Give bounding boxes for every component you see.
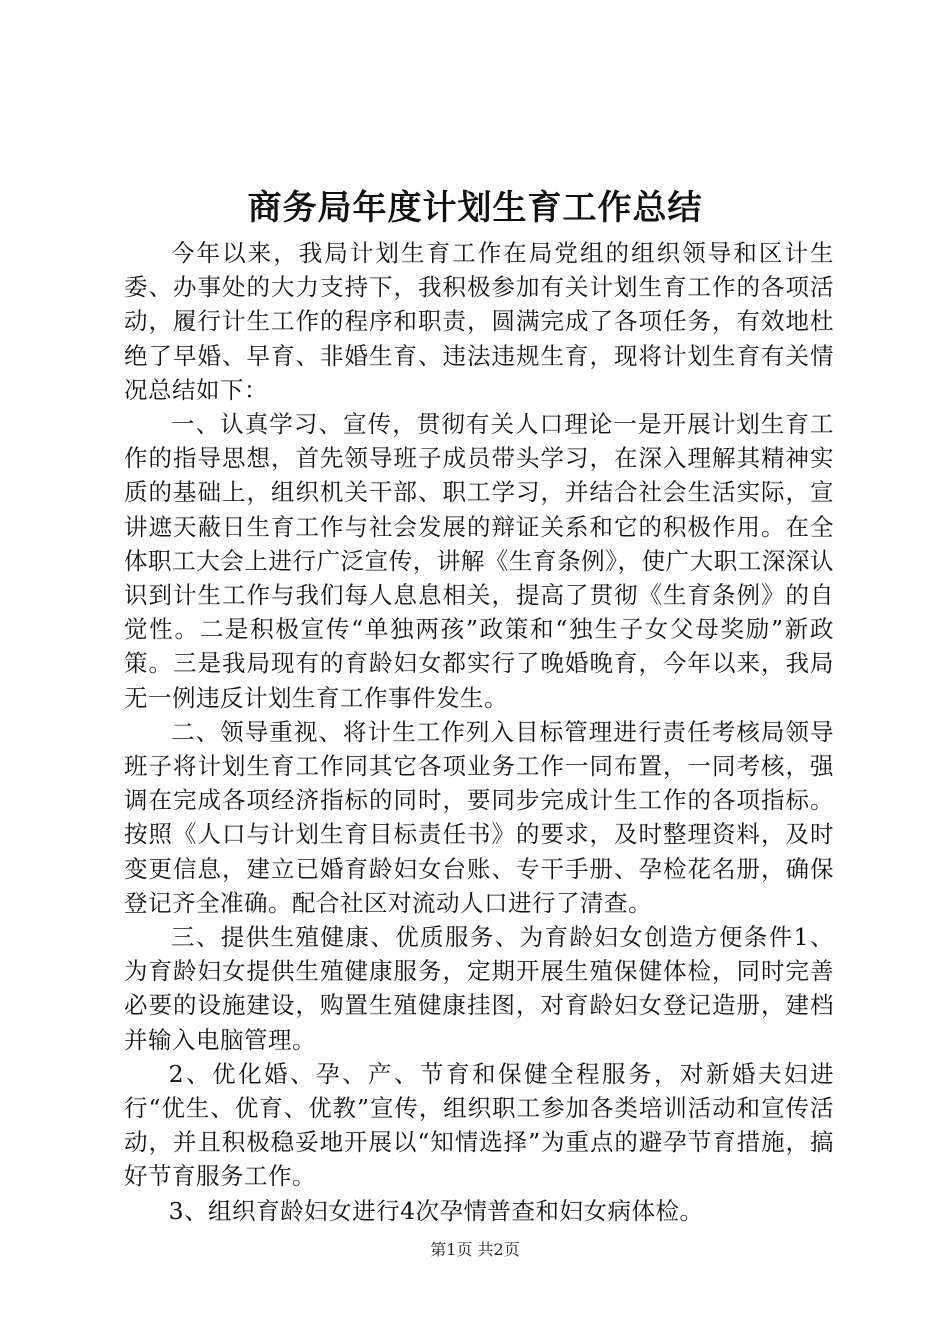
page-number-footer: 第1页 共2页 <box>430 1240 520 1259</box>
paragraph-item-2: 2、优化婚、孕、产、节育和保健全程服务，对新婚夫妇进行“优生、优育、优教”宣传，组织职工参加各类培训活动和宣传活动，并且积极稳妥地开展以“知情选择”为重点的避孕节育措施，搞好节育服务工作。 <box>124 1059 834 1191</box>
paragraph-item-3: 3、组织育龄妇女进行4次孕情普查和妇女病体检。 <box>168 1196 704 1225</box>
paragraph-section-3: 三、提供生殖健康、优质服务、为育龄妇女创造方便条件1、为育龄妇女提供生殖健康服务，定期开展生殖保健体检，同时完善必要的设施建设，购置生殖健康挂图，对育龄妇女登记造册，建档并输入电脑管理。 <box>124 923 834 1054</box>
paragraph-section-2: 二、领导重视、将计生工作列入目标管理进行责任考核局领导班子将计划生育工作同其它各项业务工作一同布置，一同考核，强调在完成各项经济指标的同时，要同步完成计生工作的各项指标。按照《人口与计划生育目标责任书》的要求，及时整理资料，及时变更信息，建立已婚育龄妇女台账、专干手册、孕检花名册，确保登记齐全准确。配合社区对流动人口进行了清查。 <box>124 717 834 917</box>
document-title: 商务局年度计划生育工作总结 <box>247 188 703 228</box>
document-body <box>124 236 834 1228</box>
paragraph-section-1: 一、认真学习、宣传，贯彻有关人口理论一是开展计划生育工作的指导思想，首先领导班子成员带头学习，在深入理解其精神实质的基础上，组织机关干部、职工学习，并结合社会生活实际，宣讲遮天蔽日生育工作与社会发展的辩证关系和它的积极作用。在全体职工大会上进行广泛宣传，讲解《生育条例》，使广大职工深深认识到计生工作与我们每人息息相关，提高了贯彻《生育条例》的自觉性。二是积极宣传“单独两孩”政策和“独生子女父母奖励”新政策。三是我局现有的育龄妇女都实行了晚婚晚育，今年以来，我局无一例违反计划生育工作事件发生。 <box>124 410 834 712</box>
paragraph-intro: 今年以来，我局计划生育工作在局党组的组织领导和区计生委、办事处的大力支持下，我积极参加有关计划生育工作的各项活动，履行计生工作的程序和职责，圆满完成了各项任务，有效地杜绝了早婚、早育、非婚生育、违法违规生育，现将计划生育有关情况总结如下： <box>124 239 834 404</box>
